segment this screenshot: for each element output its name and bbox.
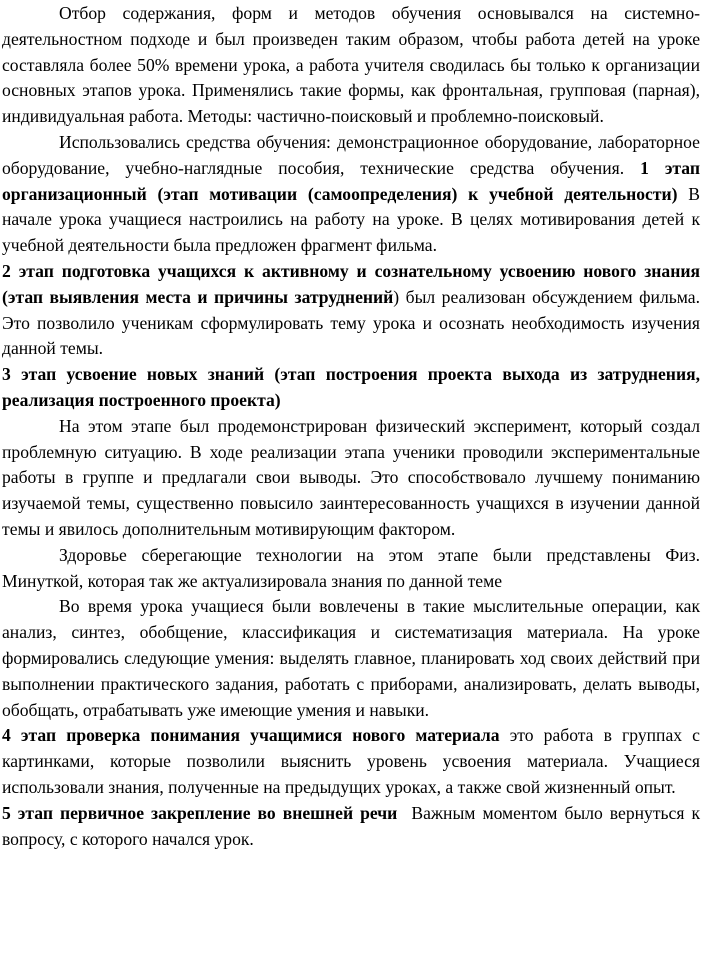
tools-text: Использовались средства обучения: демонстрационное оборудование, лабораторное оборудование, учебно-наглядные пособия, технические средства обучения. — [2, 131, 700, 178]
paragraph-stage-5 — [2, 801, 700, 853]
stage-5-text: Важным моментом было вернуться к вопросу, с которого начался урок. — [2, 802, 701, 849]
stage-3-heading: 3 этап усвоение новых знаний (этап построения проекта выхода из затруднения, реализация построенного проекта) — [2, 364, 700, 410]
stage-4-heading: 4 этап проверка понимания учащимися нового материала — [2, 725, 500, 746]
stage-4-text: это работа в группах с картинками, которые позволили выяснить уровень усвоения материала. Учащиеся использовали знания, полученные на предыдущих уроках, а также свой жизненный опыт. — [2, 725, 700, 797]
stage-1-text: В начале урока учащиеся настроились на работу на уроке. В целях мотивирования детей к учебной деятельности была предложен фрагмент фильма. — [2, 183, 700, 256]
paragraph-learning-tools — [2, 130, 700, 259]
stage-1-heading: 1 этап организационный (этап мотивации (самоопределения) к учебной деятельности) — [2, 157, 700, 204]
paragraph-stage-2 — [2, 259, 700, 362]
paragraph-content-selection: Отбор содержания, форм и методов обучения основывался на системно-деятельностном подходе и был произведен таким образом, чтобы работа детей на уроке составляла более 50% времени урока, а работа учителя сводилась бы только к организации основных этапов урока. Применялись такие формы, как фронтальная, групповая (парная), индивидуальная работа. Методы: частично-поисковый и проблемно-поисковый. — [2, 3, 700, 127]
paragraph-stage-3-heading — [2, 362, 700, 414]
paragraph-experiment: На этом этапе был продемонстрирован физический эксперимент, который создал проблемную ситуацию. В ходе реализации этапа ученики проводили экспериментальные работы в группе и предлагали свои выводы. Это способствовало лучшему пониманию изучаемой темы, существенно повысило заинтересованность учащихся в изучении данной темы и явилось дополнительным мотивирующим фактором. — [2, 415, 700, 539]
paragraph-health-tech: Здоровье сберегающие технологии на этом этапе были представлены Физ. Минуткой, которая так же актуализировала знания по данной теме — [2, 544, 700, 591]
paragraph-stage-4 — [2, 723, 700, 800]
paragraph-mental-operations: Во время урока учащиеся были вовлечены в такие мыслительные операции, как анализ, синтез, обобщение, классификация и систематизация материала. На уроке формировались следующие умения: выделять главное, планировать ход своих действий при выполнении практического задания, работать с приборами, анализировать, делать выводы, обобщать, отрабатывать уже имеющие умения и навыки. — [2, 596, 700, 720]
stage-2-text: ) был реализован обсуждением фильма. Это позволило ученикам сформулировать тему урока и осознать необходимость изучения данной темы. — [2, 286, 700, 359]
stage-2-heading: 2 этап подготовка учащихся к активному и сознательному усвоению нового знания (этап выявления места и причины затруднений — [2, 260, 700, 307]
stage-5-heading: 5 этап первичное закрепление во внешней речи — [2, 802, 398, 823]
